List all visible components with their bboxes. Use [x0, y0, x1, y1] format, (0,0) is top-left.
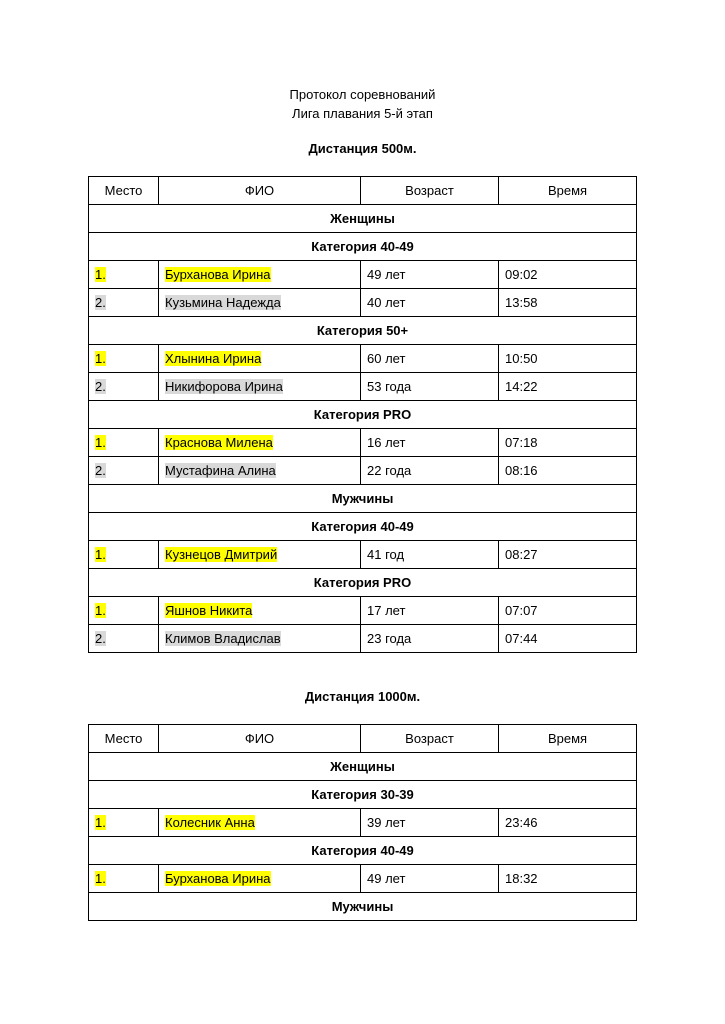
age-value: 17 лет [361, 597, 499, 625]
protocol-title: Протокол соревнований [289, 87, 436, 102]
age-value: 60 лет [361, 345, 499, 373]
athlete-name: Мустафина Алина [165, 463, 276, 478]
age-value: 40 лет [361, 289, 499, 317]
place-value: 2. [95, 463, 106, 478]
table-row [89, 597, 637, 625]
place-value: 1. [95, 547, 106, 562]
results-table-500 [88, 176, 637, 653]
place-value: 1. [95, 871, 106, 886]
age-value: 49 лет [361, 261, 499, 289]
time-value: 23:46 [499, 809, 637, 837]
time-value: 09:02 [499, 261, 637, 289]
header-name: ФИО [159, 725, 361, 753]
time-value: 08:16 [499, 457, 637, 485]
table-row [89, 865, 637, 893]
athlete-name: Хлынина Ирина [165, 351, 262, 366]
category-heading: Категория PRO [89, 569, 637, 597]
time-value: 08:27 [499, 541, 637, 569]
athlete-name: Краснова Милена [165, 435, 273, 450]
time-value: 13:58 [499, 289, 637, 317]
time-value: 07:07 [499, 597, 637, 625]
time-value: 18:32 [499, 865, 637, 893]
time-value: 07:18 [499, 429, 637, 457]
category-heading: Категория 40-49 [89, 513, 637, 541]
athlete-name: Бурханова Ирина [165, 267, 271, 282]
group-women: Женщины [89, 753, 637, 781]
header-time: Время [499, 725, 637, 753]
time-value: 07:44 [499, 625, 637, 653]
table-row [89, 541, 637, 569]
table-row [89, 289, 637, 317]
place-value: 2. [95, 379, 106, 394]
results-table-1000 [88, 724, 637, 921]
category-heading: Категория 50+ [89, 317, 637, 345]
place-value: 1. [95, 267, 106, 282]
age-value: 22 года [361, 457, 499, 485]
place-value: 2. [95, 295, 106, 310]
table-row [89, 261, 637, 289]
age-value: 53 года [361, 373, 499, 401]
age-value: 49 лет [361, 865, 499, 893]
group-women: Женщины [89, 205, 637, 233]
category-heading: Категория 30-39 [89, 781, 637, 809]
distance-1000-title: Дистанция 1000м. [304, 689, 421, 704]
age-value: 23 года [361, 625, 499, 653]
table-row [89, 429, 637, 457]
category-heading: Категория 40-49 [89, 233, 637, 261]
table-header-row [89, 177, 637, 205]
place-value: 1. [95, 815, 106, 830]
place-value: 1. [95, 603, 106, 618]
athlete-name: Яшнов Никита [165, 603, 253, 618]
time-value: 10:50 [499, 345, 637, 373]
table-header-row [89, 725, 637, 753]
header-age: Возраст [361, 177, 499, 205]
header-place: Место [89, 725, 159, 753]
table-row [89, 457, 637, 485]
group-men: Мужчины [89, 893, 637, 921]
category-heading: Категория 40-49 [89, 837, 637, 865]
athlete-name: Никифорова Ирина [165, 379, 283, 394]
table-row [89, 373, 637, 401]
place-value: 1. [95, 351, 106, 366]
athlete-name: Климов Владислав [165, 631, 281, 646]
table-row [89, 809, 637, 837]
athlete-name: Колесник Анна [165, 815, 255, 830]
place-value: 2. [95, 631, 106, 646]
table-row [89, 625, 637, 653]
athlete-name: Кузьмина Надежда [165, 295, 281, 310]
age-value: 39 лет [361, 809, 499, 837]
header-name: ФИО [159, 177, 361, 205]
athlete-name: Бурханова Ирина [165, 871, 271, 886]
category-heading: Категория PRO [89, 401, 637, 429]
time-value: 14:22 [499, 373, 637, 401]
group-men: Мужчины [89, 485, 637, 513]
age-value: 41 год [361, 541, 499, 569]
athlete-name: Кузнецов Дмитрий [165, 547, 278, 562]
table-row [89, 345, 637, 373]
header-place: Место [89, 177, 159, 205]
header-age: Возраст [361, 725, 499, 753]
age-value: 16 лет [361, 429, 499, 457]
header-time: Время [499, 177, 637, 205]
distance-500-title: Дистанция 500м. [308, 141, 417, 156]
place-value: 1. [95, 435, 106, 450]
league-subtitle: Лига плавания 5-й этап [292, 106, 433, 121]
